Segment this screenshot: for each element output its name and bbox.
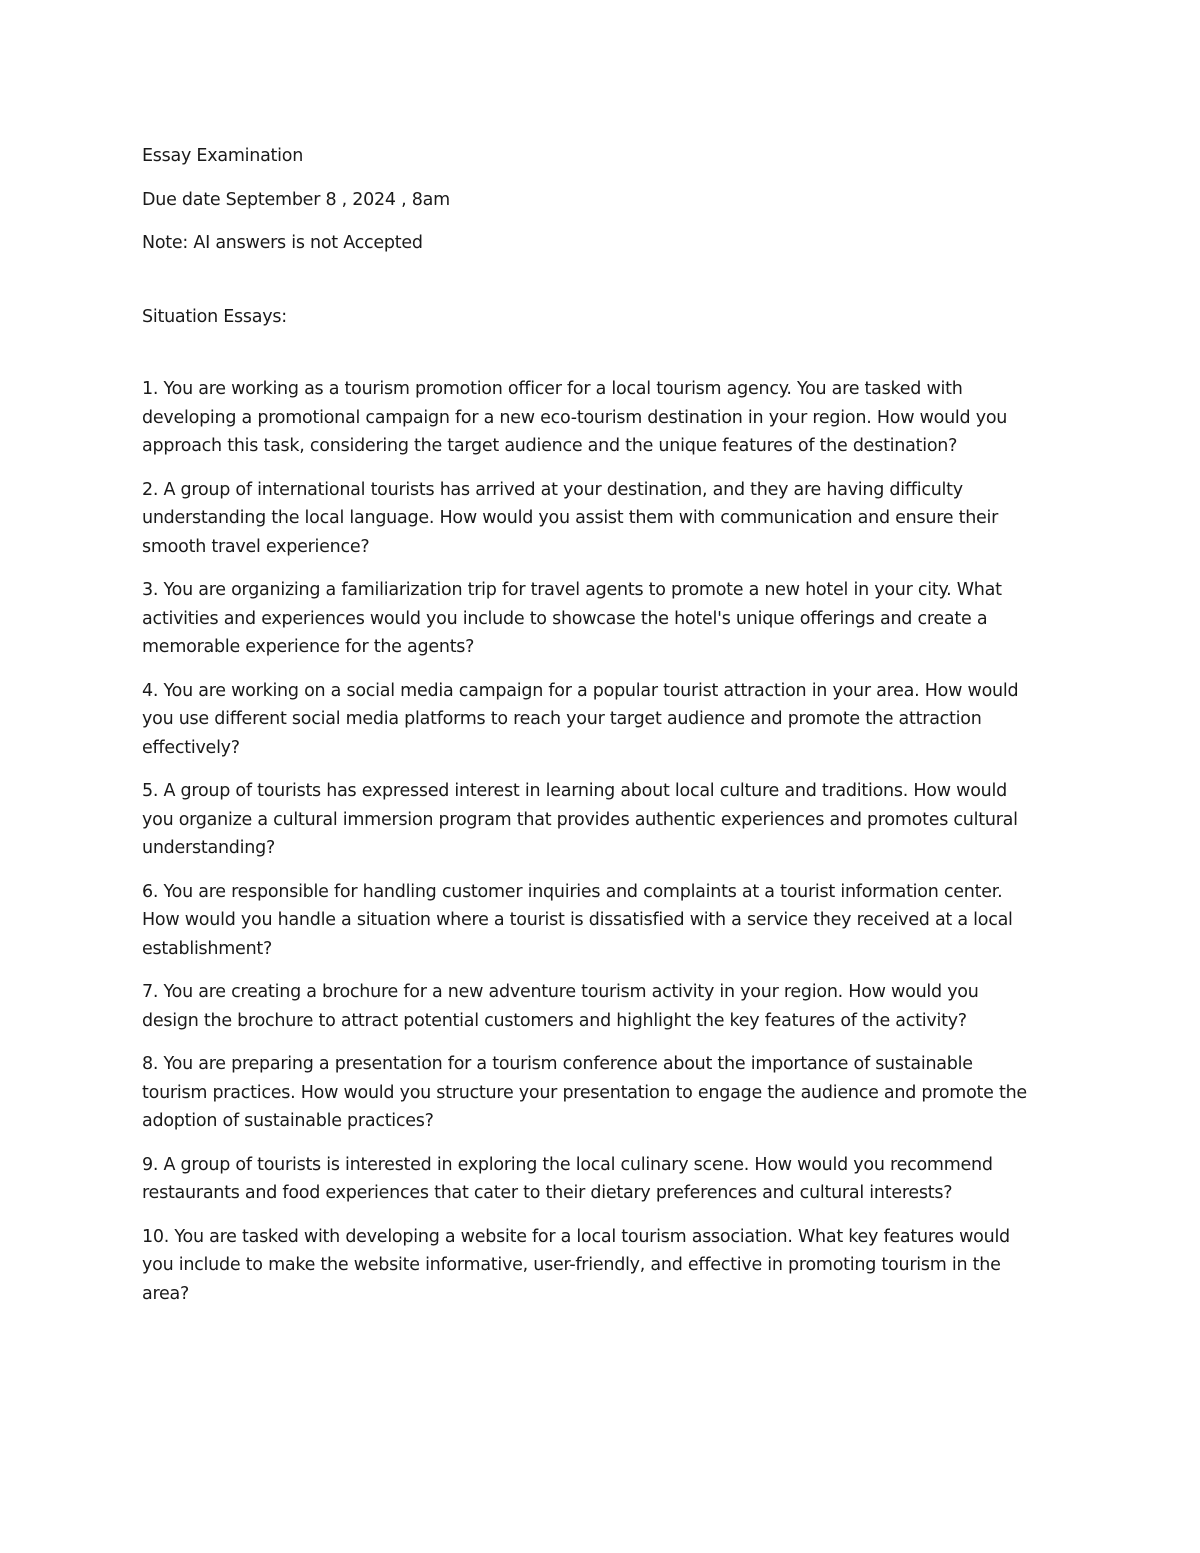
question-item xyxy=(142,576,1054,662)
question-line: you include to make the website informative, user-friendly, and effective in promoting tourism in the xyxy=(142,1255,1001,1275)
question-item xyxy=(142,476,1054,562)
question-line: How would you handle a situation where a tourist is dissatisfied with a service they received at a local xyxy=(142,910,1013,930)
question-line: you organize a cultural immersion program that provides authentic experiences and promotes cultural xyxy=(142,809,1018,830)
question-line: understanding? xyxy=(142,838,276,858)
question-line: you use different social media platforms to reach your target audience and promote the attraction xyxy=(142,709,982,729)
question-line: effectively? xyxy=(142,737,240,758)
question-line: 7. You are creating a brochure for a new adventure tourism activity in your region. How would you xyxy=(142,982,979,1002)
question-line: 6. You are responsible for handling customer inquiries and complaints at a tourist information center. xyxy=(142,881,1003,902)
question-line: area? xyxy=(142,1283,190,1304)
note: Note: AI answers is not Accepted xyxy=(142,233,423,253)
question-line: memorable experience for the agents? xyxy=(142,637,475,657)
question-item xyxy=(142,978,1054,1035)
question-line: restaurants and food experiences that cater to their dietary preferences and cultural interests? xyxy=(142,1183,953,1203)
spacer xyxy=(142,258,1054,303)
document-body xyxy=(142,142,1054,1323)
spacer xyxy=(142,331,1054,375)
question-item xyxy=(142,1050,1054,1136)
question-line: 2. A group of international tourists has arrived at your destination, and they are having difficulty xyxy=(142,479,963,500)
question-line: activities and experiences would you include to showcase the hotel's unique offerings and create a xyxy=(142,608,988,629)
question-line: 5. A group of tourists has expressed interest in learning about local culture and traditions. How would xyxy=(142,781,1007,801)
question-item xyxy=(142,1151,1054,1208)
question-item xyxy=(142,1223,1054,1309)
question-line: 10. You are tasked with developing a website for a local tourism association. What key features would xyxy=(142,1226,1010,1247)
question-line: tourism practices. How would you structure your presentation to engage the audience and promote the xyxy=(142,1082,1027,1103)
question-line: establishment? xyxy=(142,938,273,959)
question-line: understanding the local language. How would you assist them with communication and ensure their xyxy=(142,508,999,528)
question-line: 4. You are working on a social media campaign for a popular tourist attraction in your area. How would xyxy=(142,680,1019,701)
question-list xyxy=(142,375,1054,1308)
question-line: 8. You are preparing a presentation for a tourism conference about the importance of sustainable xyxy=(142,1054,973,1074)
question-line: 1. You are working as a tourism promotion officer for a local tourism agency. You are tasked with xyxy=(142,379,963,399)
question-line: 9. A group of tourists is interested in exploring the local culinary scene. How would you recommend xyxy=(142,1154,993,1175)
question-item xyxy=(142,677,1054,763)
exam-title: Essay Examination xyxy=(142,146,304,166)
question-line: approach this task, considering the target audience and the unique features of the destination? xyxy=(142,436,958,456)
question-line: developing a promotional campaign for a new eco-tourism destination in your region. How would you xyxy=(142,407,1008,428)
question-line: adoption of sustainable practices? xyxy=(142,1111,434,1131)
question-line: design the brochure to attract potential customers and highlight the key features of the activity? xyxy=(142,1010,967,1031)
question-item xyxy=(142,375,1054,461)
question-item xyxy=(142,777,1054,863)
question-line: 3. You are organizing a familiarization trip for travel agents to promote a new hotel in your city. What xyxy=(142,580,1002,600)
question-item xyxy=(142,878,1054,964)
due-date: Due date September 8 , 2024 , 8am xyxy=(142,189,450,210)
section-title: Situation Essays: xyxy=(142,306,287,327)
question-line: smooth travel experience? xyxy=(142,536,370,557)
